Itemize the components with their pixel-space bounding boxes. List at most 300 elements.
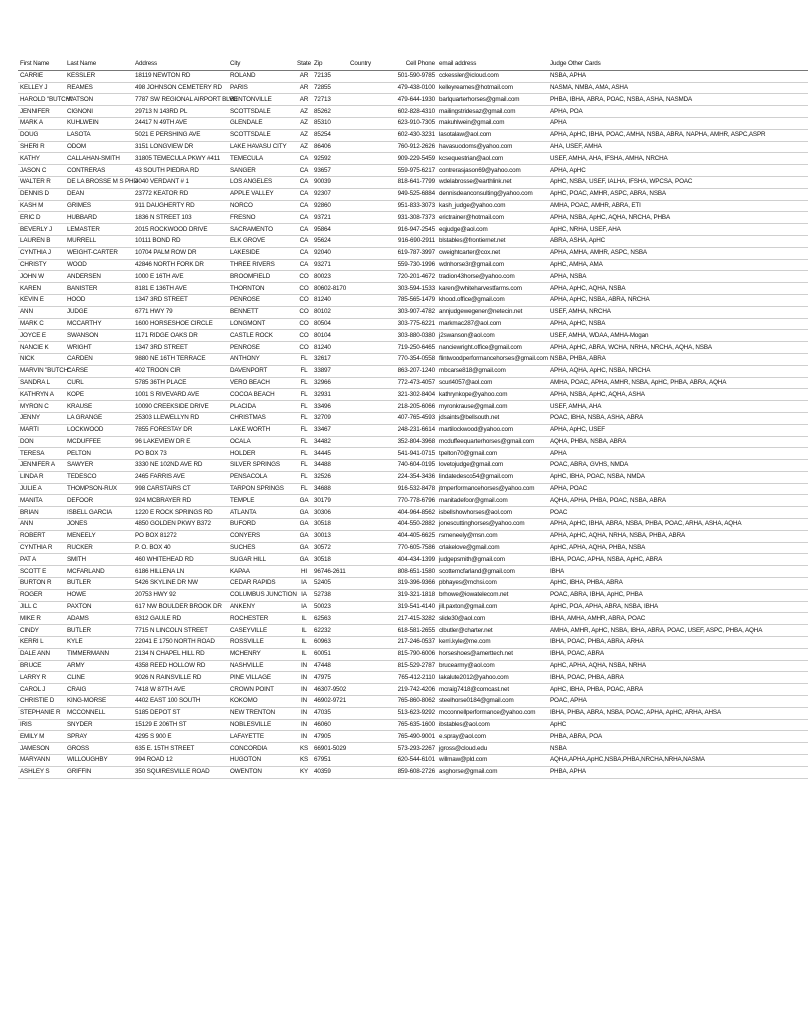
table-row xyxy=(18,106,808,118)
cell-city: CHRISTMAS xyxy=(228,412,296,424)
cell-address: 6186 HILLENA LN xyxy=(133,566,228,578)
cell-cell-phone: 541-941-0715 xyxy=(385,448,437,460)
cell-judge-cards: APHA, AMHA, AMHR, ASPC, NSBA xyxy=(548,247,808,259)
cell-judge-cards: IBHA, POAC, PHBA, ABRA xyxy=(548,672,808,684)
cell-zip: 62232 xyxy=(312,625,348,637)
cell-city: APPLE VALLEY xyxy=(228,188,296,200)
table-row xyxy=(18,696,808,708)
cell-city: CEDAR RAPIDS xyxy=(228,578,296,590)
cell-zip: 95624 xyxy=(312,235,348,247)
cell-zip: 92040 xyxy=(312,247,348,259)
cell-address: 1000 E 16TH AVE xyxy=(133,271,228,283)
table-row xyxy=(18,613,808,625)
cell-judge-cards: APHA, POAC xyxy=(548,483,808,495)
cell-last-name: CALLAHAN-SMITH xyxy=(65,153,133,165)
cell-cell-phone: 479-438-0100 xyxy=(385,82,437,94)
cell-email: tradion43horse@yahoo.com xyxy=(437,271,548,283)
cell-first-name: NICK xyxy=(18,353,65,365)
table-row xyxy=(18,247,808,259)
cell-last-name: WEIGHT-CARTER xyxy=(65,247,133,259)
cell-judge-cards: APHA xyxy=(548,448,808,460)
cell-last-name: HOOD xyxy=(65,294,133,306)
cell-city: KOKOMO xyxy=(228,696,296,708)
table-row xyxy=(18,70,808,82)
cell-judge-cards: ApHC, AMHA, AMA xyxy=(548,259,808,271)
cell-country xyxy=(348,283,385,295)
cell-first-name: JAMESON xyxy=(18,743,65,755)
cell-zip: 32617 xyxy=(312,353,348,365)
cell-first-name: BRIAN xyxy=(18,507,65,519)
cell-last-name: SNYDER xyxy=(65,719,133,731)
cell-cell-phone: 404-434-1399 xyxy=(385,554,437,566)
cell-judge-cards: ApHC, IBHA, PHBA, POAC, ABRA xyxy=(548,684,808,696)
cell-state: FL xyxy=(296,353,312,365)
cell-address: 4402 EAST 100 SOUTH xyxy=(133,696,228,708)
cell-country xyxy=(348,70,385,82)
cell-zip: 30306 xyxy=(312,507,348,519)
cell-country xyxy=(348,401,385,413)
cell-last-name: KING-MORSE xyxy=(65,696,133,708)
cell-cell-phone: 620-544-6101 xyxy=(385,755,437,767)
cell-country xyxy=(348,507,385,519)
cell-email: asghorse@gmail.com xyxy=(437,766,548,778)
cell-city: SCOTTSDALE xyxy=(228,106,296,118)
cell-cell-phone: 303-594-1533 xyxy=(385,283,437,295)
cell-address: 96 LAKEVIEW DR E xyxy=(133,436,228,448)
cell-zip: 46060 xyxy=(312,719,348,731)
cell-country xyxy=(348,294,385,306)
cell-state: FL xyxy=(296,471,312,483)
table-row xyxy=(18,601,808,613)
cell-judge-cards: AQHA, APHA, PHBA, POAC, NSBA, ABRA xyxy=(548,495,808,507)
cell-email: lakalute2012@yahoo.com xyxy=(437,672,548,684)
table-row xyxy=(18,224,808,236)
cell-email: isbellshowhorses@aol.com xyxy=(437,507,548,519)
cell-first-name: MARK A xyxy=(18,117,65,129)
cell-state: GA xyxy=(296,507,312,519)
cell-zip: 90039 xyxy=(312,176,348,188)
cell-state: FL xyxy=(296,389,312,401)
cell-state: CO xyxy=(296,306,312,318)
cell-last-name: KUHLWEIN xyxy=(65,117,133,129)
cell-last-name: LOCKWOOD xyxy=(65,424,133,436)
cell-country xyxy=(348,235,385,247)
cell-country xyxy=(348,448,385,460)
cell-first-name: IRIS xyxy=(18,719,65,731)
cell-address: 1836 N STREET 103 xyxy=(133,212,228,224)
cell-zip: 30013 xyxy=(312,530,348,542)
cell-email: khood.office@gmail.com xyxy=(437,294,548,306)
cell-zip: 33467 xyxy=(312,424,348,436)
cell-city: NORCO xyxy=(228,200,296,212)
cell-cell-phone: 404-964-8562 xyxy=(385,507,437,519)
cell-first-name: NANCIE K xyxy=(18,342,65,354)
cell-country xyxy=(348,389,385,401)
table-row xyxy=(18,283,808,295)
cell-city: LONGMONT xyxy=(228,318,296,330)
cell-judge-cards: USEF, AMHA, AHA, IFSHA, AMHA, NRCHA xyxy=(548,153,808,165)
cell-last-name: HUBBARD xyxy=(65,212,133,224)
cell-email: willmaw@pld.com xyxy=(437,755,548,767)
cell-address: 5185 DEPOT ST xyxy=(133,707,228,719)
cell-email: mbcarse818@gmail.com xyxy=(437,365,548,377)
cell-judge-cards: IBHA, AMHA, AMHR, ABRA, POAC xyxy=(548,613,808,625)
cell-email: blstables@frontiernet.net xyxy=(437,235,548,247)
cell-first-name: WALTER R xyxy=(18,176,65,188)
cell-cell-phone: 501-590-9785 xyxy=(385,70,437,82)
table-row xyxy=(18,271,808,283)
cell-cell-phone: 303-880-0380 xyxy=(385,330,437,342)
cell-address: 911 DAUGHERTY RD xyxy=(133,200,228,212)
cell-city: TEMPLE xyxy=(228,495,296,507)
cell-cell-phone: 248-231-6614 xyxy=(385,424,437,436)
cell-cell-phone: 785-565-1479 xyxy=(385,294,437,306)
cell-address: 994 ROAD 12 xyxy=(133,755,228,767)
cell-judge-cards: NSBA xyxy=(548,743,808,755)
cell-last-name: THOMPSON-RUX xyxy=(65,483,133,495)
cell-country xyxy=(348,141,385,153)
cell-last-name: REAMES xyxy=(65,82,133,94)
cell-country xyxy=(348,495,385,507)
cell-address: 350 SQUIRESVILLE ROAD xyxy=(133,766,228,778)
cell-first-name: SANDRA L xyxy=(18,377,65,389)
cell-country xyxy=(348,601,385,613)
cell-cell-phone: 765-860-8062 xyxy=(385,696,437,708)
cell-address: 22041 E 1750 NORTH ROAD xyxy=(133,637,228,649)
cell-judge-cards: IBHA, POAC, APHA, NSBA, ApHC, ABRA xyxy=(548,554,808,566)
cell-address: 10111 BOND RD xyxy=(133,235,228,247)
cell-cell-phone: 720-201-4672 xyxy=(385,271,437,283)
cell-cell-phone: 951-833-3073 xyxy=(385,200,437,212)
cell-last-name: HOWE xyxy=(65,589,133,601)
cell-state: IL xyxy=(296,637,312,649)
cell-cell-phone: 602-430-3231 xyxy=(385,129,437,141)
table-row xyxy=(18,330,808,342)
cell-zip: 60051 xyxy=(312,648,348,660)
cell-zip: 80102 xyxy=(312,306,348,318)
table-row xyxy=(18,554,808,566)
cell-address: 10090 CREEKSIDE DRIVE xyxy=(133,401,228,413)
cell-first-name: JILL C xyxy=(18,601,65,613)
cell-email: brucearmy@aol.com xyxy=(437,660,548,672)
table-row xyxy=(18,294,808,306)
cell-country xyxy=(348,519,385,531)
cell-first-name: KELLEY J xyxy=(18,82,65,94)
cell-zip: 92860 xyxy=(312,200,348,212)
cell-zip: 30518 xyxy=(312,554,348,566)
cell-country xyxy=(348,530,385,542)
cell-address: 7715 N LINCOLN STREET xyxy=(133,625,228,637)
cell-email: rsmeneely@msn.com xyxy=(437,530,548,542)
cell-first-name: CARRIE xyxy=(18,70,65,82)
cell-state: CO xyxy=(296,271,312,283)
table-row xyxy=(18,176,808,188)
cell-state: IA xyxy=(296,601,312,613)
cell-last-name: GRIFFIN xyxy=(65,766,133,778)
cell-first-name: JOYCE E xyxy=(18,330,65,342)
table-row xyxy=(18,436,808,448)
cell-judge-cards: APHA, ApHC, NSBA xyxy=(548,318,808,330)
cell-first-name: MYRON C xyxy=(18,401,65,413)
cell-cell-phone: 909-229-5459 xyxy=(385,153,437,165)
cell-address: 4850 GOLDEN PKWY B372 xyxy=(133,519,228,531)
cell-first-name: MANITA xyxy=(18,495,65,507)
cell-country xyxy=(348,637,385,649)
cell-email: kelleyreames@hotmail.com xyxy=(437,82,548,94)
cell-state: FL xyxy=(296,412,312,424)
cell-cell-phone: 321-302-8404 xyxy=(385,389,437,401)
cell-city: LAKESIDE xyxy=(228,247,296,259)
cell-city: PENROSE xyxy=(228,342,296,354)
cell-last-name: MCCONNELL xyxy=(65,707,133,719)
cell-country xyxy=(348,755,385,767)
cell-cell-phone: 559-975-6217 xyxy=(385,165,437,177)
cell-last-name: MCDUFFEE xyxy=(65,436,133,448)
table-row xyxy=(18,306,808,318)
cell-state: AR xyxy=(296,82,312,94)
cell-country xyxy=(348,766,385,778)
cell-judge-cards: APHA, ApHC, IBHA, ABRA, NSBA, PHBA, POAC, ARHA, ASHA, AQHA xyxy=(548,519,808,531)
cell-city: TARPON SPRINGS xyxy=(228,483,296,495)
cell-city: ATLANTA xyxy=(228,507,296,519)
cell-email: nanciewright.office@gmail.com xyxy=(437,342,548,354)
table-row xyxy=(18,389,808,401)
cell-city: SANGER xyxy=(228,165,296,177)
cell-email: karen@whiteharvestfarms.com xyxy=(437,283,548,295)
cell-email: wdnhorse3r@gmail.com xyxy=(437,259,548,271)
cell-cell-phone: 404-405-6625 xyxy=(385,530,437,542)
cell-email: tpelton70@gmail.com xyxy=(437,448,548,460)
table-row xyxy=(18,165,808,177)
cell-zip: 80602-8170 xyxy=(312,283,348,295)
spreadsheet-page xyxy=(18,59,808,779)
cell-country xyxy=(348,412,385,424)
cell-city: LAKE HAVASU CITY xyxy=(228,141,296,153)
cell-email: kcsequestrian@aol.com xyxy=(437,153,548,165)
cell-state: IN xyxy=(296,672,312,684)
cell-email: mcraig7418@comcast.net xyxy=(437,684,548,696)
cell-last-name: BUTLER xyxy=(65,578,133,590)
cell-last-name: MURRELL xyxy=(65,235,133,247)
cell-address: 6312 GAULE RD xyxy=(133,613,228,625)
cell-email: makuhlwein@gmail.com xyxy=(437,117,548,129)
cell-country xyxy=(348,424,385,436)
cell-state: FL xyxy=(296,377,312,389)
cell-judge-cards: USEF, AMHA, NRCHA xyxy=(548,306,808,318)
cell-zip: 80023 xyxy=(312,271,348,283)
cell-address: 7787 SW REGIONAL AIRPORT BLVD xyxy=(133,94,228,106)
cell-judge-cards: APHA xyxy=(548,117,808,129)
cell-first-name: KERRI L xyxy=(18,637,65,649)
cell-state: IN xyxy=(296,731,312,743)
cell-zip: 32966 xyxy=(312,377,348,389)
cell-cell-phone: 319-541-4140 xyxy=(385,601,437,613)
table-row xyxy=(18,200,808,212)
cell-address: 2015 ROCKWOOD DRIVE xyxy=(133,224,228,236)
cell-city: COCOA BEACH xyxy=(228,389,296,401)
cell-cell-phone: 513-623-9292 xyxy=(385,707,437,719)
cell-zip: 30518 xyxy=(312,519,348,531)
cell-address: 6771 HWY 79 xyxy=(133,306,228,318)
col-header-state: State xyxy=(296,59,312,70)
cell-first-name: MARTI xyxy=(18,424,65,436)
cell-country xyxy=(348,82,385,94)
cell-first-name: CHRISTIE D xyxy=(18,696,65,708)
col-header-last-name: Last Name xyxy=(65,59,133,70)
cell-cell-phone: 619-787-3997 xyxy=(385,247,437,259)
cell-address: 9880 NE 16TH TERRACE xyxy=(133,353,228,365)
cell-email: jdsaints@bellsouth.net xyxy=(437,412,548,424)
cell-judge-cards: NASMA, NMBA, AMA, ASHA xyxy=(548,82,808,94)
cell-judge-cards: AQHA,APHA,ApHC,NSBA,PHBA,NRCHA,NRHA,NASMA xyxy=(548,755,808,767)
cell-zip: 93721 xyxy=(312,212,348,224)
table-row xyxy=(18,719,808,731)
cell-zip: 32931 xyxy=(312,389,348,401)
cell-zip: 46902-9721 xyxy=(312,696,348,708)
cell-state: CA xyxy=(296,259,312,271)
cell-state: AZ xyxy=(296,117,312,129)
cell-zip: 47975 xyxy=(312,672,348,684)
cell-email: slide30@aol.com xyxy=(437,613,548,625)
cell-zip: 93657 xyxy=(312,165,348,177)
cell-country xyxy=(348,436,385,448)
cell-zip: 85310 xyxy=(312,117,348,129)
cell-address: PO BOX 73 xyxy=(133,448,228,460)
cell-state: IA xyxy=(296,578,312,590)
cell-address: 43 SOUTH PIEDRA RD xyxy=(133,165,228,177)
cell-zip: 47448 xyxy=(312,660,348,672)
cell-email: ibstables@aol.com xyxy=(437,719,548,731)
cell-last-name: CARSE xyxy=(65,365,133,377)
cell-first-name: LAUREN B xyxy=(18,235,65,247)
cell-state: AR xyxy=(296,94,312,106)
cell-first-name: BURTON R xyxy=(18,578,65,590)
cell-city: ANKENY xyxy=(228,601,296,613)
cell-city: PENSACOLA xyxy=(228,471,296,483)
table-row xyxy=(18,519,808,531)
cell-zip: 62563 xyxy=(312,613,348,625)
cell-last-name: LA GRANGE xyxy=(65,412,133,424)
cell-state: CA xyxy=(296,200,312,212)
cell-state: IN xyxy=(296,660,312,672)
cell-city: BROOMFIELD xyxy=(228,271,296,283)
col-header-first-name: First Name xyxy=(18,59,65,70)
cell-last-name: KESSLER xyxy=(65,70,133,82)
cell-judge-cards: APHA, ApHC, AQHA, NSBA xyxy=(548,283,808,295)
cell-zip: 72713 xyxy=(312,94,348,106)
cell-zip: 33897 xyxy=(312,365,348,377)
table-row xyxy=(18,507,808,519)
table-row xyxy=(18,82,808,94)
cell-first-name: PAT A xyxy=(18,554,65,566)
cell-country xyxy=(348,224,385,236)
table-row xyxy=(18,542,808,554)
cell-state: IN xyxy=(296,696,312,708)
cell-last-name: DEAN xyxy=(65,188,133,200)
cell-city: SACRAMENTO xyxy=(228,224,296,236)
cell-zip: 33496 xyxy=(312,401,348,413)
cell-email: mcconnellperformance@yahoo.com xyxy=(437,707,548,719)
table-row xyxy=(18,353,808,365)
cell-country xyxy=(348,566,385,578)
cell-last-name: BUTLER xyxy=(65,625,133,637)
cell-zip: 32709 xyxy=(312,412,348,424)
cell-cell-phone: 916-690-2911 xyxy=(385,235,437,247)
cell-cell-phone: 407-765-4593 xyxy=(385,412,437,424)
cell-state: AZ xyxy=(296,141,312,153)
cell-address: 1347 3RD STREET xyxy=(133,294,228,306)
cell-first-name: JASON C xyxy=(18,165,65,177)
cell-email: pbhayes@mchsi.com xyxy=(437,578,548,590)
table-row xyxy=(18,648,808,660)
cell-email: jtmperformancehorses@yahoo.com xyxy=(437,483,548,495)
cell-zip: 66901-5029 xyxy=(312,743,348,755)
cell-state: FL xyxy=(296,401,312,413)
cell-country xyxy=(348,743,385,755)
cell-city: CROWN POINT xyxy=(228,684,296,696)
cell-address: 2134 N CHAPEL HILL RD xyxy=(133,648,228,660)
cell-first-name: SHERI R xyxy=(18,141,65,153)
cell-email: markmac287@aol.com xyxy=(437,318,548,330)
cell-last-name: CRAIG xyxy=(65,684,133,696)
cell-state: IA xyxy=(296,589,312,601)
cell-country xyxy=(348,719,385,731)
cell-city: LOS ANGELES xyxy=(228,176,296,188)
cell-country xyxy=(348,625,385,637)
cell-cell-phone: 916-532-8478 xyxy=(385,483,437,495)
table-row xyxy=(18,766,808,778)
cell-first-name: JENNY xyxy=(18,412,65,424)
cell-cell-phone: 319-396-9366 xyxy=(385,578,437,590)
cell-last-name: PAXTON xyxy=(65,601,133,613)
cell-cell-phone: 719-250-6465 xyxy=(385,342,437,354)
cell-email: eqjudge@aol.com xyxy=(437,224,548,236)
cell-cell-phone: 218-205-6066 xyxy=(385,401,437,413)
cell-first-name: CHRISTY xyxy=(18,259,65,271)
cell-judge-cards: ApHC, IBHA, PHBA, ABRA xyxy=(548,578,808,590)
cell-country xyxy=(348,129,385,141)
cell-zip: 92592 xyxy=(312,153,348,165)
cell-first-name: HAROLD "BUTCH" xyxy=(18,94,65,106)
cell-email: martilockwood@yahoo.com xyxy=(437,424,548,436)
cell-last-name: CONTRERAS xyxy=(65,165,133,177)
table-row xyxy=(18,743,808,755)
cell-judge-cards: ApHC xyxy=(548,719,808,731)
cell-judge-cards: POAC, APHA xyxy=(548,696,808,708)
cell-last-name: SPRAY xyxy=(65,731,133,743)
cell-city: SUGAR HILL xyxy=(228,554,296,566)
cell-email: cckessler@icloud.com xyxy=(437,70,548,82)
cell-last-name: WRIGHT xyxy=(65,342,133,354)
cell-cell-phone: 770-354-0558 xyxy=(385,353,437,365)
cell-first-name: TERESA xyxy=(18,448,65,460)
table-row xyxy=(18,755,808,767)
cell-city: HUGOTON xyxy=(228,755,296,767)
cell-last-name: KRAUSE xyxy=(65,401,133,413)
cell-zip: 40359 xyxy=(312,766,348,778)
cell-country xyxy=(348,731,385,743)
cell-city: ANTHONY xyxy=(228,353,296,365)
cell-first-name: MARVIN "BUTCH" xyxy=(18,365,65,377)
cell-email: jill.paxton@gmail.com xyxy=(437,601,548,613)
cell-cell-phone: 224-354-3436 xyxy=(385,471,437,483)
cell-zip: 34488 xyxy=(312,460,348,472)
cell-judge-cards: APHA, ApHC, USEF xyxy=(548,424,808,436)
cell-country xyxy=(348,106,385,118)
cell-first-name: DON xyxy=(18,436,65,448)
table-row xyxy=(18,448,808,460)
cell-last-name: BANISTER xyxy=(65,283,133,295)
